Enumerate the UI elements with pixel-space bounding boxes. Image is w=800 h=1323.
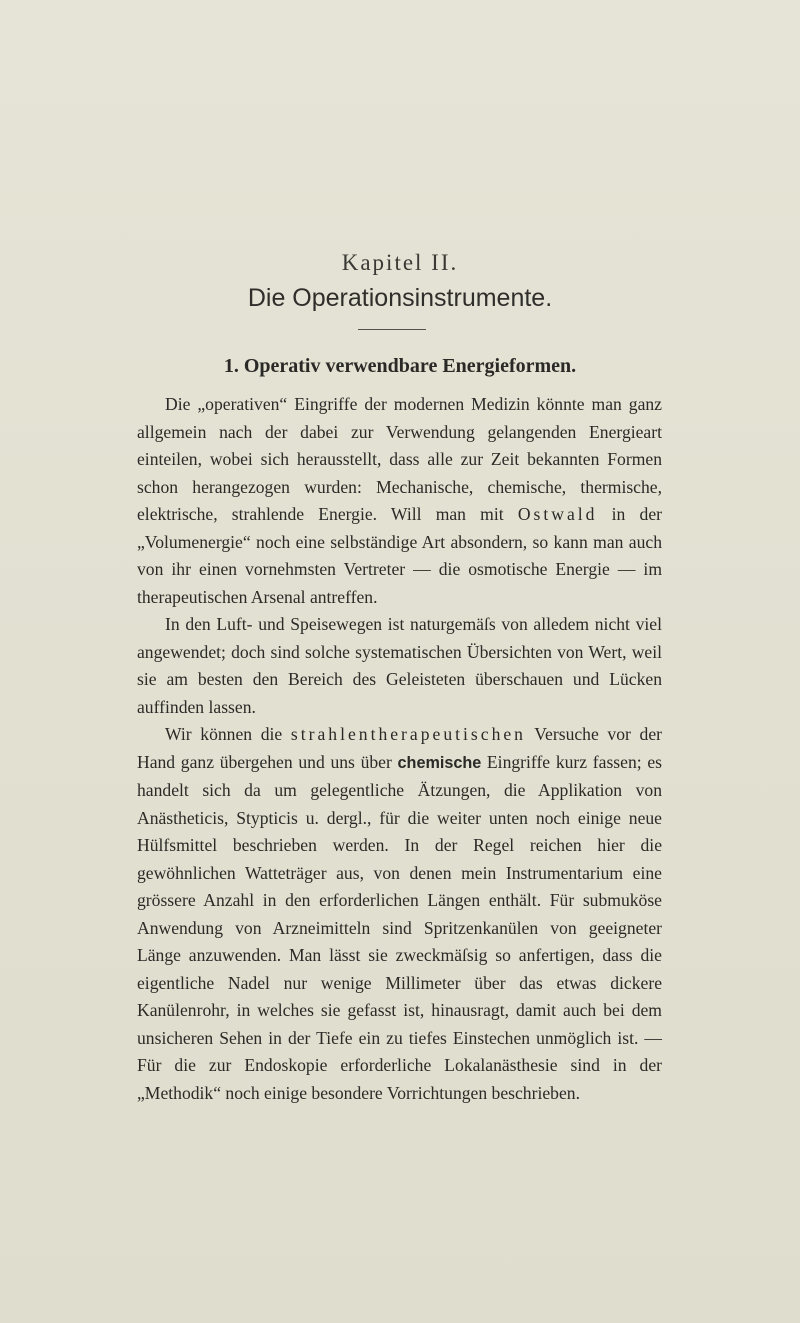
paragraph-2-text: In den Luft- und Speisewegen ist naturgemäſs von alledem nicht viel angewendet; doch sind solche systematischen Übersichten von Wert, weil sie am besten den Bereich des Geleisteten überschauen und Lücken auffinden lassen. bbox=[137, 614, 662, 717]
body-text bbox=[137, 391, 662, 1107]
author-name-ostwald: Ostwald bbox=[517, 504, 598, 524]
paragraph-3 bbox=[137, 721, 662, 1107]
chapter-title: Die Operationsinstrumente. bbox=[247, 284, 553, 312]
paragraph-3-text-a: Wir können die bbox=[165, 724, 291, 744]
paragraph-1 bbox=[137, 391, 662, 611]
chapter-label: Kapitel II. bbox=[341, 250, 459, 275]
paragraph-3-text-c: Eingriffe kurz fassen; es handelt sich da um gelegentliche Ätzungen, die Applikation von Anästheticis, Stypticis u. dergl., für die weiter unten noch einige neue Hülfsmittel beschrieben werden. In der Regel reichen hier die gewöhnlichen Watteträger aus, von denen mein Instrumentarium eine grössere Anzahl in den erforderlichen Längen enthält. Für submuköse Anwendung von Arzneimitteln sind Spritzenkanülen von geeigneter Länge anzuwenden. Man lässt sie zweckmäſsig so anfertigen, dass die eigentliche Nadel nur wenige Millimeter über das etwas dickere Kanülenrohr, in welches sie gefasst ist, hinausragt, damit auch bei dem unsicheren Sehen in der Tiefe ein zu tiefes Einstechen unmöglich ist. — Für die zur Endoskopie erforderliche Lokalanästhesie sind in der „Methodik“ noch einige besondere Vorrichtungen beschrieben. bbox=[137, 751, 662, 1103]
title-divider bbox=[358, 329, 426, 330]
emphasis-chemische: chemische bbox=[397, 753, 482, 772]
emphasis-strahlentherapeutischen: strahlentherapeutischen bbox=[290, 724, 526, 744]
paragraph-1-text-b: in der „Volumenergie“ noch eine selbständige Art absondern, so kann man auch von ihr einen vornehmsten Vertreter — die osmotische Energie — im therapeutischen Arsenal antreffen. bbox=[137, 504, 662, 607]
paragraph-3-text-b: Versuche vor der Hand ganz übergehen und uns über bbox=[137, 724, 662, 772]
paragraph-2 bbox=[137, 611, 662, 721]
paragraph-1-text-a: Die „operativen“ Eingriffe der modernen Medizin könnte man ganz allgemein nach der dabei zur Verwendung gelangenden Energieart einteilen, wobei sich herausstellt, dass alle zur Zeit bekannten Formen schon herangezogen wurden: Mechanische, chemische, thermische, elektrische, strahlende Energie. Will man mit bbox=[137, 394, 662, 524]
section-heading: 1. Operativ verwendbare Energieformen. bbox=[223, 355, 577, 377]
